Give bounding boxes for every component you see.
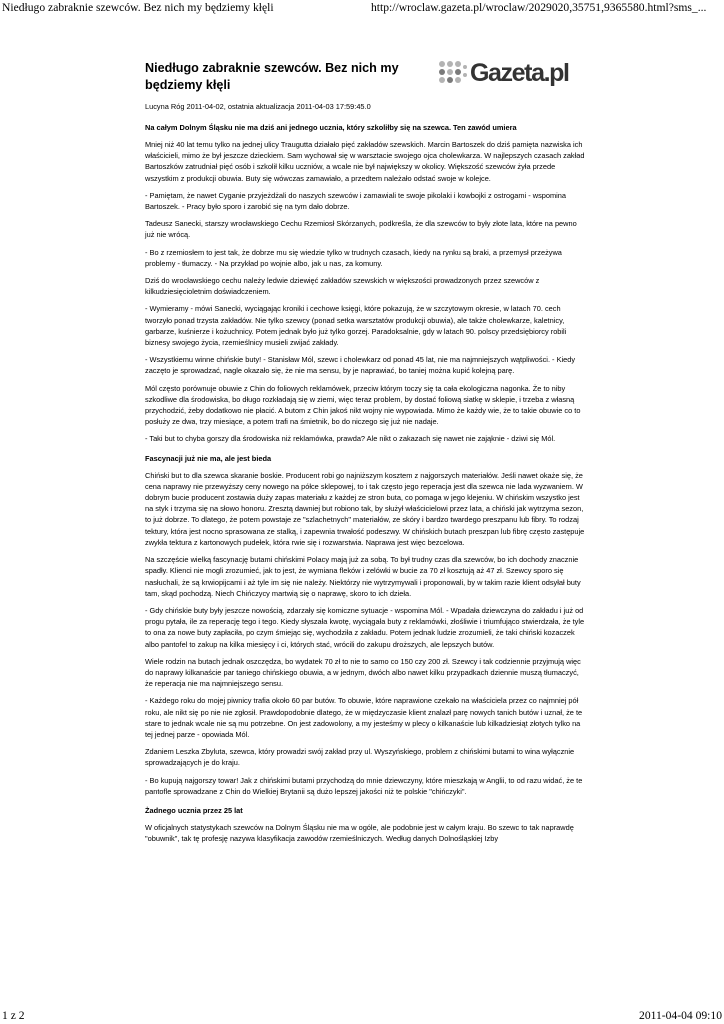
- paragraph: - Taki but to chyba gorszy dla środowiska niż reklamówka, prawda? Ale nikt o zakazach się nawet nie zająknie - dziwi się Mól.: [145, 434, 556, 444]
- print-header: [0, 0, 724, 16]
- logo-wordmark: Gazeta.pl: [470, 59, 569, 87]
- paragraph: - Bo z rzemiosłem to jest tak, że dobrze mu się wiedzie tylko w trudnych czasach, kiedy na rynku są braki, a przemysł przeżywa problemy - tłumaczy. - Na przykład po wojnie albo, jak u nas, za komuny.: [145, 247, 562, 268]
- print-datetime: 2011-04-04 09:10: [639, 1009, 722, 1022]
- article: [145, 60, 585, 844]
- paragraph: W oficjalnych statystykach szewców na Dolnym Śląsku nie ma w ogóle, ale podobnie jest w całym kraju. Bo szewc to tak naprawdę "obuwnik", tak tę profesję nazywa klasyfikacja zawodów rzemieślniczych. Według danych Dolnośląskiej Izby: [145, 822, 574, 844]
- paragraph: - Wszystkiemu winne chińskie buty! - Stanisław Mól, szewc i cholewkarz od ponad 45 lat, nie ma najmniejszych wątpliwości. - Kiedy zaczęto je sprowadzać, nagle okazało się, że nie ma sensu, by je naprawiać, bo taniej można kupić kolejną parę.: [145, 355, 576, 376]
- paragraph: Na szczęście wielką fascynację butami chińskimi Polacy mają już za sobą. To był trudny czas dla szewców, bo ich dochody znacznie spadły. Klienci nie mogli zrozumieć, jak to jest, że wymiana fleków i zelówki w bucie za 70 zł kosztują aż 47 zł. Szewcy sporo się nasłuchali, że są krwiopijcami i aż tyle im się nie należy. Niektórzy nie wytrzymywali i proponowali, by w takim razie klient odsyłał buty tam, skąd pochodzą. Niech Chińczycy martwią się o naprawę, skoro to ich dzieła.: [145, 555, 581, 598]
- subheading: Żadnego ucznia przez 25 lat: [145, 805, 243, 815]
- page-number: 1 z 2: [2, 1009, 25, 1022]
- print-header-title: Niedługo zabraknie szewców. Bez nich my będziemy kłęli: [2, 1, 274, 14]
- paragraph: - Każdego roku do mojej piwnicy trafia około 60 par butów. To obuwie, które naprawione czekało na właściciela przez co najmniej pół roku, ale nikt się po nie nie zgłosił. Prawdopodobnie dlatego, że w międzyczasie klient znalazł parę nowych tanich butów i uznał, że te stare to jednak wcale nie są mu potrzebne. On jest zadowolony, a my jesteśmy w plecy o kilkanaście lub kilkadziesiąt złotych tylko na tej jednej parze - opowiada Mól.: [145, 696, 583, 739]
- section-3: [145, 822, 585, 844]
- paragraph: - Bo kupują najgorszy towar! Jak z chińskimi butami przychodzą do mnie dziewczyny, które mieszkają w Anglii, to od razu widać, że te pantofle sprowadzane z Chin do Wielkiej Brytanii są dużo lepszej jakości niż te polskie "chińczyki".: [145, 775, 583, 796]
- paragraph: Dziś do wrocławskiego cechu należy ledwie dziewięć zakładów szewskich w większości prowadzonych przez szewców z kilkudziesięcioletnim doświadczeniem.: [145, 276, 540, 297]
- byline: Lucyna Róg 2011-04-02, ostatnia aktualizacja 2011-04-03 17:59:45.0: [145, 102, 371, 111]
- article-title: Niedługo zabraknie szewców. Bez nich my będziemy kłęli: [145, 61, 399, 92]
- print-footer: [0, 1008, 724, 1024]
- paragraph: Chiński but to dla szewca skaranie boskie. Producent robi go najniższym kosztem z najgorszych materiałów. Jeśli nawet okaże się, że cena naprawy nie przewyższy ceny nowego na półce sklepowej, to i tak często jego reperacja jest dla szewca nie lada wyzwaniem. W dobrym bucie producent zostawia duży zapas materiału z każdej ze stron buta, co pomaga w jego klejeniu. W chińskim wszystko jest na styk i trzyma się na słowo honoru. Zresztą dawniej but robiono tak, by służył właścicielowi przez lata, a chiński jak wytrzyma sezon, to już dobrze. To dlatego, że potem powstaje ze "szlachetnych" materiałów, ze skóry i bardzo twardego preszpanu lub fibry. To rodzaj tektury, która jest nocno sprasowana ze stalką, i zapewnia trwałość podeszwy. W chińskich butach preszpan lub fibrę często zastępuje zwykła tektura z kartonowych pudełek, która rwie się i rozwarstwia. Naprawa jest więc bezcelowa.: [145, 470, 585, 547]
- paragraph: Mól często porównuje obuwie z Chin do foliowych reklamówek, przeciw którym toczy się ta cała ekologiczna nagonka. Że to niby szkodliwe dla środowiska, bo długo rozkładają się w ziemi, więc teraz problem, by dostać foliową siatkę w sklepie, i trzeba z własną przychodzić, żeby dodatkowo nie płacić. A butom z Chin jakoś nikt wojny nie wypowiada. Mimo że każdy wie, że to takie obuwie co to posłuży ze dwa, trzy miesiące, a potem trafi na śmietnik, bo do niczego się już nie nadaje.: [145, 383, 581, 427]
- print-header-url: http://wroclaw.gazeta.pl/wroclaw/2029020,35751,9365580.html?sms_...: [371, 1, 707, 14]
- paragraph: - Pamiętam, że nawet Cyganie przyjeżdżali do naszych szewców i zamawiali te swoje pikolaki i kowbojki z ostrogami - wspomina Bartoszek. - Pracy było sporo i zarobić się na tym dało dobrze.: [145, 190, 567, 212]
- section-2: [145, 470, 585, 797]
- paragraph: - Gdy chińskie buty były jeszcze nowością, zdarzały się komiczne sytuacje - wspomina Mól. - Wpadała dziewczyna do zakładu i już od progu pytała, ile za reperację tego i tego. Kiedy słyszała kwotę, wyciągała buty z reklamówki, złośliwie i triumfująco stwierdzała, że tyle to ona za nowe buty zapłaciła, po czym śmiejąc się, wychodziła z zakładu. Potem jednak ludzie zrozumieli, że taki chiński kozaczek albo pantofel to zakup na kilka miesięcy i ci, których stać, wrócili do zakupu droższych, ale lepszych butów.: [145, 605, 585, 649]
- logo-dots-icon: [439, 61, 469, 87]
- paragraph: Wiele rodzin na butach jednak oszczędza, bo wydatek 70 zł to nie to samo co 150 czy 200 zł. Szewcy i tak codziennie przyjmują więc do naprawy kilkanaście par taniego chińskiego obuwia, a w jednym, dwóch albo nawet kilku przypadkach dziennie muszą tłumaczyć, że reperacja nie ma najmniejszego sensu.: [145, 656, 581, 689]
- paragraph: Mniej niż 40 lat temu tylko na jednej ulicy Traugutta działało pięć zakładów szewskich. Marcin Bartoszek do dziś pamięta nazwiska ich właścicieli, mimo że był jeszcze dzieckiem. Sam wychował się w warsztacie swojego ojca cholewkarza. W najlepszych czasach zakład Bartoszków zatrudniał pięć osób i szkolił kilku uczniów, a wcale nie był największy w okolicy. Większość szewców żyła przede wszystkim z produkcji obuwia. Buty się wówczas zamawiało, a przedtem należało odstać swoje w kolejce.: [145, 140, 585, 183]
- section-1: [145, 139, 585, 445]
- subheading: Fascynacji już nie ma, ale jest bieda: [145, 453, 272, 463]
- gazeta-logo: [439, 61, 579, 89]
- paragraph: Zdaniem Leszka Zbyluta, szewca, który prowadzi swój zakład przy ul. Wyszyńskiego, problem z chińskimi butami to wina wyłącznie sprowadzających je do kraju.: [145, 747, 575, 768]
- paragraph: Tadeusz Sanecki, starszy wrocławskiego Cechu Rzemiosł Skórzanych, podkreśla, że dla szewców to były złote lata, które na pewno już nie wrócą.: [145, 219, 577, 240]
- paragraph: - Wymieramy - mówi Sanecki, wyciągając kroniki i cechowe księgi, które pokazują, że w szczytowym okresie, w latach 70. cech tworzyło ponad trzysta zakładów. Nie tylko szewcy (ponad setka warsztatów produkcji obuwia), ale także cholewkarze, kaletnicy, garbarze, kuśnierze i kożuchnicy. Potem jednak było już tylko gorzej. Paradoksalnie, gdy w latach 90. polscy przedsiębiorcy robili biznesy swojego życia, rzemieślnicy musieli zwijać zakłady.: [145, 304, 567, 348]
- lead: Na całym Dolnym Śląsku nie ma dziś ani jednego ucznia, który szkoliłby się na szewca. Ten zawód umiera: [145, 123, 517, 132]
